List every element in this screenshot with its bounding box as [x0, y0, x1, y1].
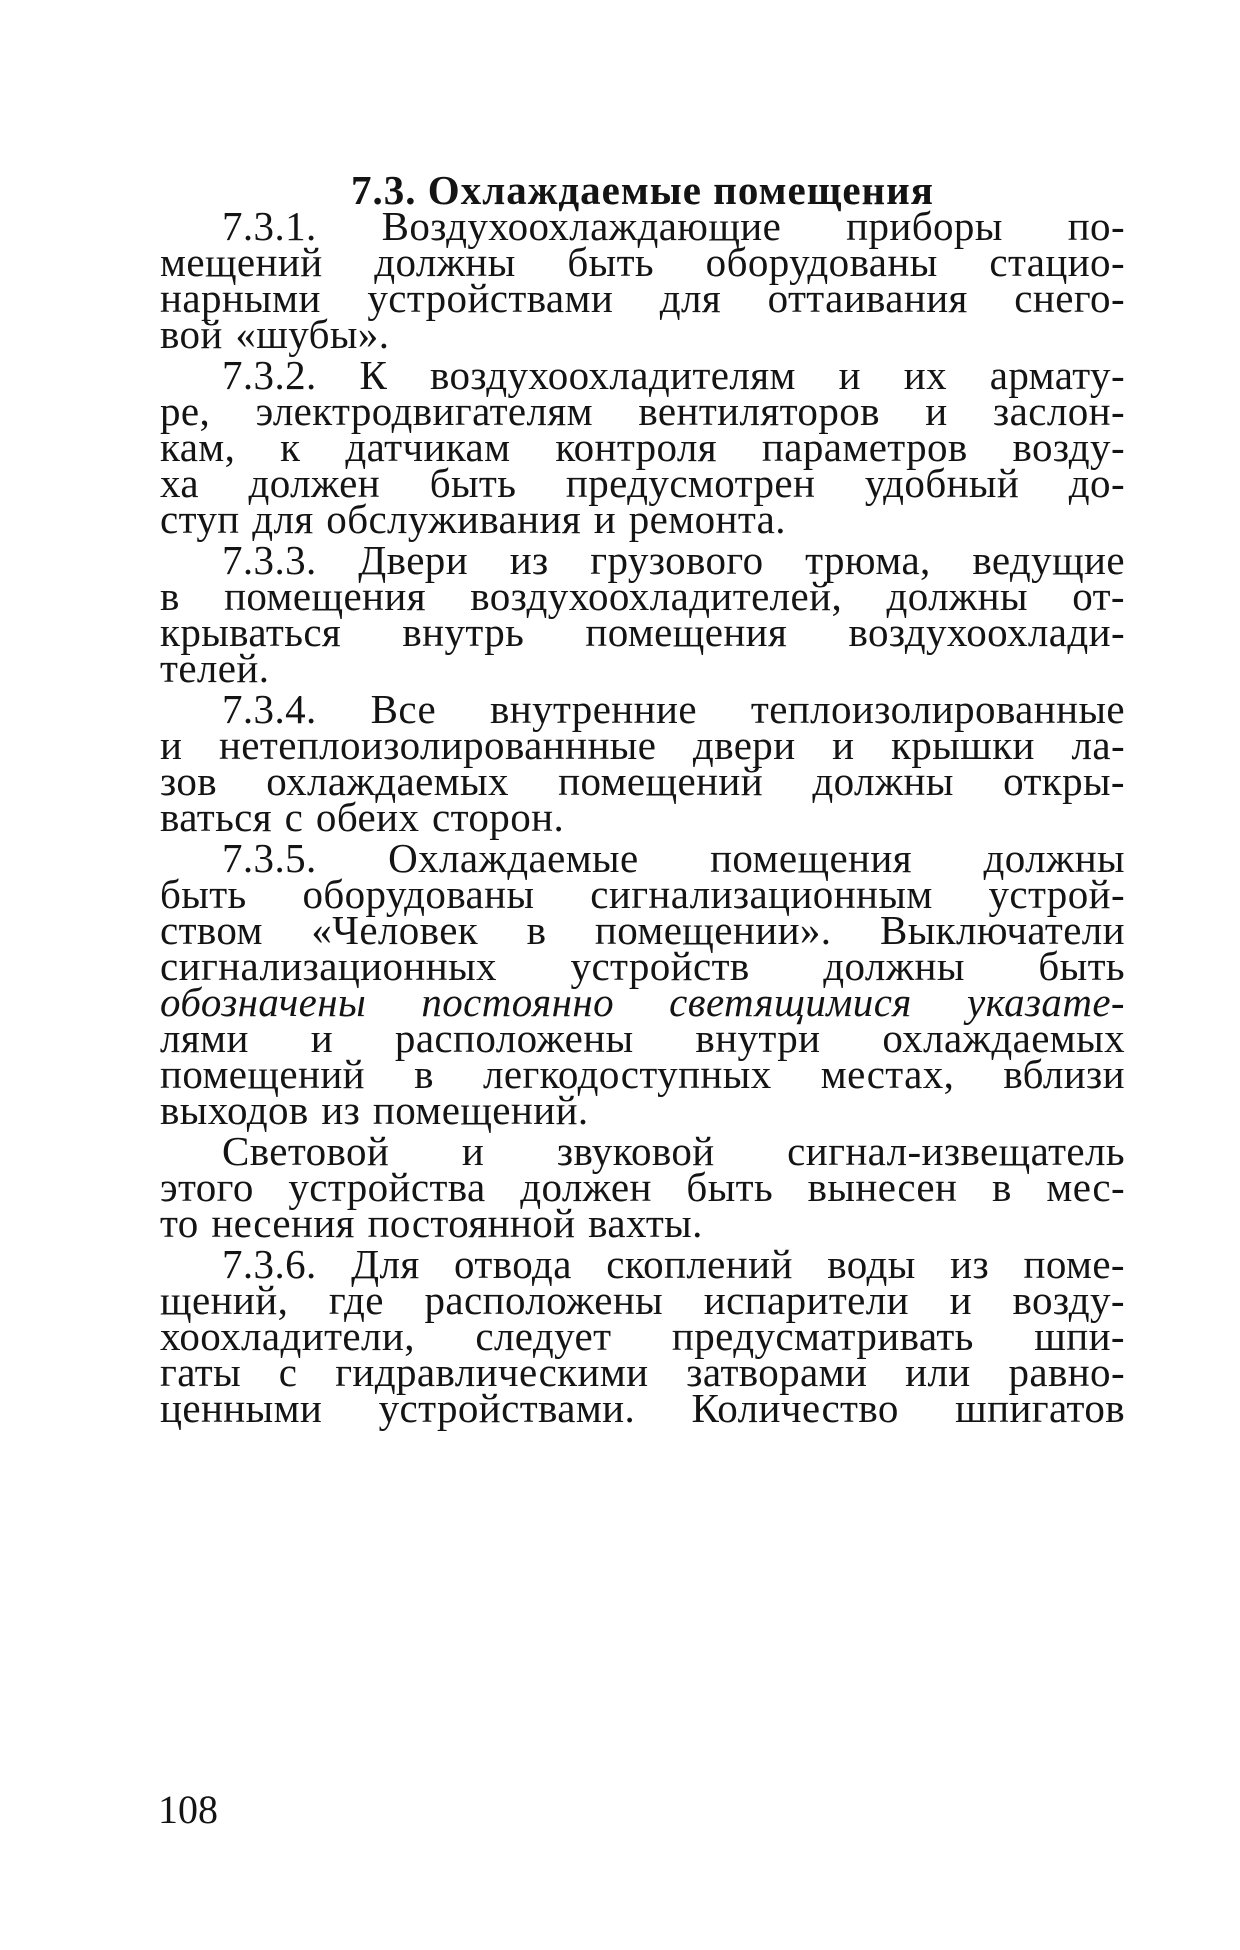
text-line: нарными устройствами для оттаивания снего-	[160, 275, 1125, 321]
text-line: ством «Человек в помещении». Выключатели	[160, 907, 1125, 953]
text-line: кам, к датчикам контроля параметров возду-	[160, 424, 1125, 470]
text-line: ха должен быть предусмотрен удобный до-	[160, 460, 1125, 506]
text-line: ваться с обеих сторон.	[160, 794, 565, 840]
text-line: сигнализационных устройств должны быть	[160, 943, 1125, 989]
text-line: этого устройства должен быть вынесен в мес-	[160, 1164, 1125, 1210]
text-line: ступ для обслуживания и ремонта.	[160, 496, 786, 542]
text-line: помещений в легкодоступных местах, вблизи	[160, 1051, 1125, 1097]
text-line: вой «шубы».	[160, 311, 390, 357]
text-line: быть оборудованы сигнализационным устрой-	[160, 871, 1125, 917]
text-line: 7.3.3. Двери из грузового трюма, ведущие	[222, 537, 1125, 583]
text-line: 7.3.2. К воздухоохладителям и их армату-	[222, 352, 1125, 398]
section-heading: 7.3. Охлаждаемые помещения	[351, 167, 934, 213]
text-line: мещений должны быть оборудованы стацио-	[160, 239, 1125, 285]
text-line: лями и расположены внутри охлаждаемых	[160, 1015, 1125, 1061]
text-line: 7.3.5. Охлаждаемые помещения должны	[222, 835, 1125, 881]
text-line: щений, где расположены испарители и возду-	[160, 1277, 1125, 1323]
text-line: 7.3.6. Для отвода скоплений воды из поме-	[222, 1241, 1125, 1287]
text-line: обозначены постоянно светящимися указате-	[160, 979, 1125, 1025]
text-line: 7.3.1. Воздухоохлаждающие приборы по-	[222, 203, 1125, 249]
text-line: гаты с гидравлическими затворами или равно-	[160, 1349, 1125, 1395]
text-line: ценными устройствами. Количество шпигатов	[160, 1385, 1125, 1431]
text-line: выходов из помещений.	[160, 1087, 589, 1133]
text-line: крываться внутрь помещения воздухоохлади-	[160, 609, 1125, 655]
text-line: хоохладители, следует предусматривать шпи-	[160, 1313, 1125, 1359]
text-line: и нетеплоизолированнные двери и крышки ла-	[160, 722, 1125, 768]
text-line: то несения постоянной вахты.	[160, 1200, 703, 1246]
text-line: Световой и звуковой сигнал-извещатель	[222, 1128, 1125, 1174]
text-line: в помещения воздухоохладителей, должны от-	[160, 573, 1125, 619]
page-number: 108	[158, 1787, 218, 1832]
text-line: ре, электродвигателям вентиляторов и заслон-	[160, 388, 1125, 434]
text-line: 7.3.4. Все внутренние теплоизолированные	[222, 686, 1125, 732]
text-line: зов охлаждаемых помещений должны откры-	[160, 758, 1125, 804]
text-line: телей.	[160, 645, 270, 691]
